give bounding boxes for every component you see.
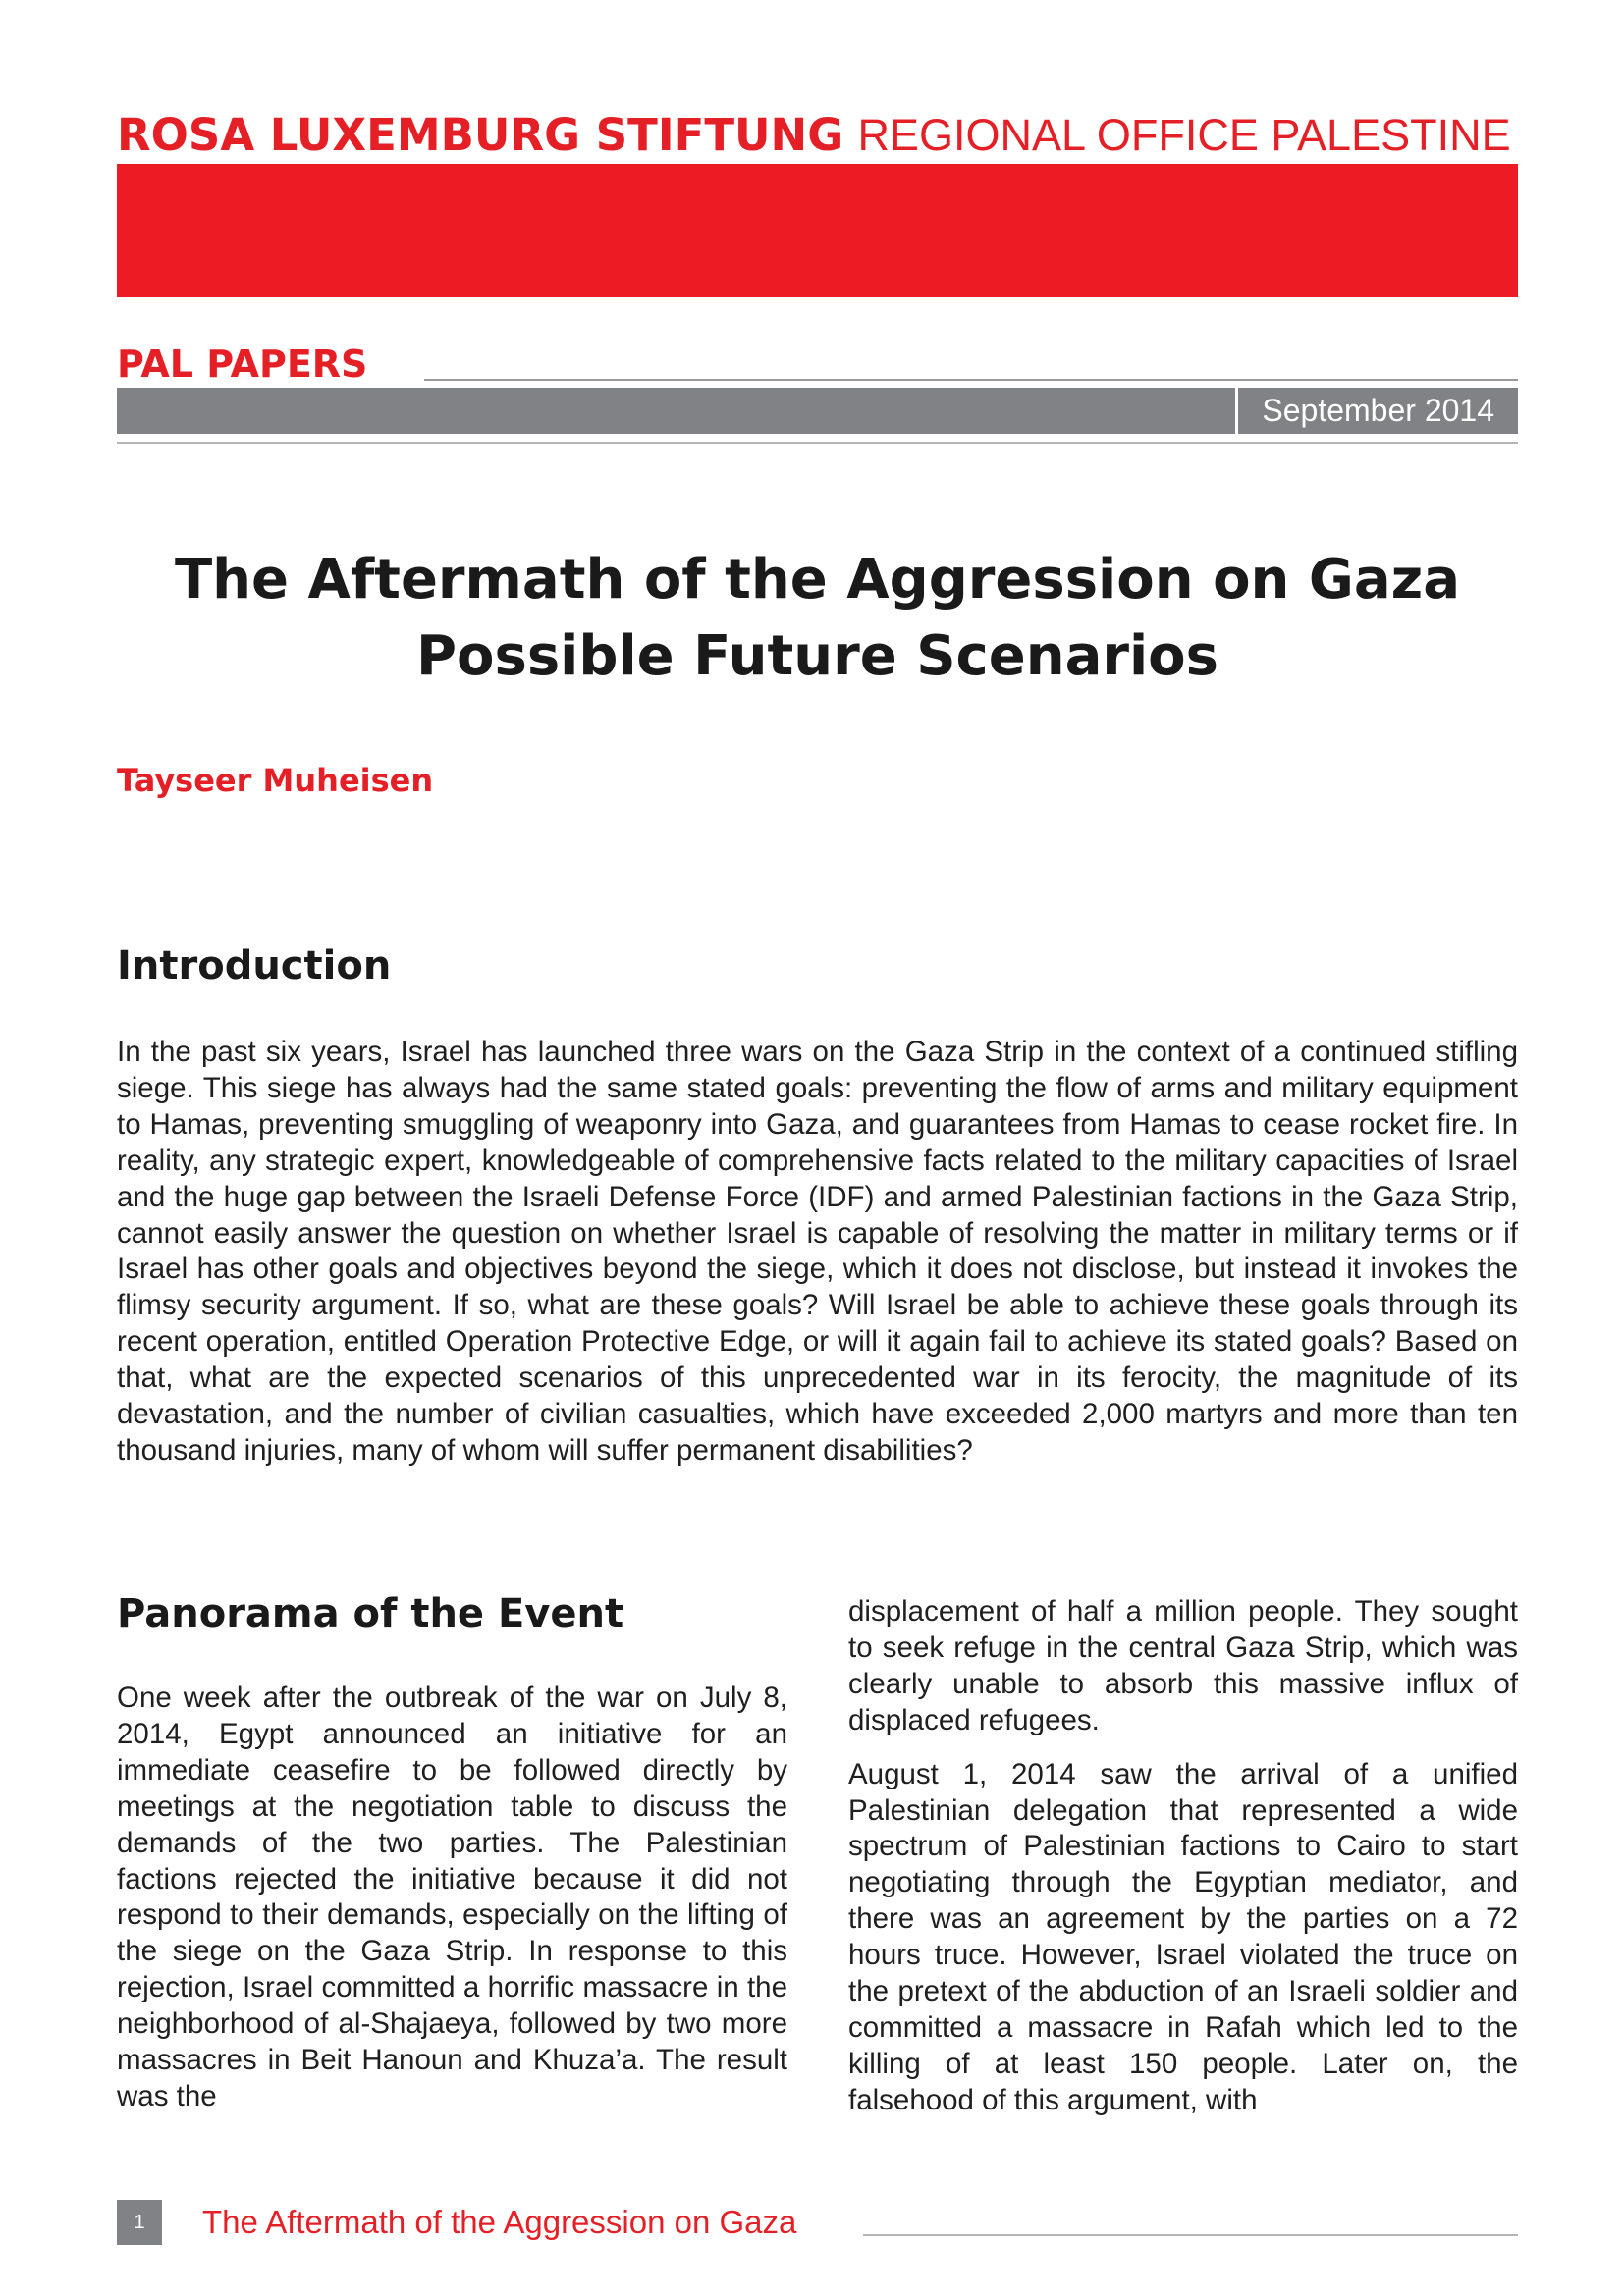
author-name: Tayseer Muheisen (117, 762, 434, 799)
series-divider (424, 379, 1518, 381)
title-line-2: Possible Future Scenarios (416, 624, 1218, 688)
panorama-right-paragraph-2: August 1, 2014 saw the arrival of a unified Palestinian delegation that represented a wide spectrum of Palestinian factions to Cairo to start negotiating through the Egyptian mediator, and there was an agreement by the parties on a 72 hours truce. However, Israel violated the truce on the pretext of the abduction of an Israeli soldier and committed a massacre in Rafah which led to the killing of at least 150 people. Later on, the falsehood of this argument, with (848, 1757, 1518, 2116)
document-title (117, 542, 1518, 695)
panorama-right-paragraph-1: displacement of half a million people. They sought to seek refuge in the central Gaza Strip, which was clearly unable to absorb this massive influx of displaced refugees. (848, 1595, 1518, 1736)
page-number: 1 (117, 2200, 162, 2245)
organization-name: ROSA LUXEMBURG STIFTUNG (117, 109, 844, 161)
publisher-header (117, 106, 1518, 165)
panorama-left-paragraph: One week after the outbreak of the war on July 8, 2014, Egypt announced an initiative for an immediate ceasefire to be followed directly by meetings at the negotiation table to discuss the demands of the two parties. The Palestinian factions rejected the initiative because it did not respond to their demands, especially on the lifting of the siege on the Gaza Strip. In response to this rejection, Israel committed a horrific massacre in the neighborhood of al-Shajaeya, followed by two more massacres in Beit Hanoun and Khuza’a. The result was the (117, 1682, 787, 2112)
panorama-heading: Panorama of the Event (117, 1591, 624, 1636)
introduction-paragraph: In the past six years, Israel has launched three wars on the Gaza Strip in the context of a continued stifling siege. This siege has always had the same stated goals: preventing the flow of arms and military equipment to Hamas, preventing smuggling of weaponry into Gaza, and guarantees from Hamas to cease rocket fire. In reality, any strategic expert, knowledgeable of comprehensive facts related to the military capacities of Israel and the huge gap between the Israeli Defense Force (IDF) and armed Palestinian factions in the Gaza Strip, cannot easily answer the question on whether Israel is capable of resolving the matter in military terms or if Israel has other goals and objectives beyond the siege, which it does not disclose, but instead it invokes the flimsy security argument. If so, what are these goals? Will Israel be able to achieve these goals through its recent operation, entitled Operation Protective Edge, or will it again fail to achieve its stated goals? Based on that, what are the expected scenarios of this unprecedented war in its ferocity, the magnitude of its devastation, and the number of civilian casualties, which have exceeded 2,000 martyrs and more than ten thousand injuries, many of whom will suffer permanent disabilities? (117, 1036, 1518, 1467)
running-title: The Aftermath of the Aggression on Gaza (202, 2204, 797, 2240)
series-name: PAL PAPERS (117, 343, 368, 386)
office-name: REGIONAL OFFICE PALESTINE (857, 110, 1511, 160)
panorama-right-column (848, 1594, 1518, 2137)
header-color-band (117, 164, 1518, 297)
title-line-1: The Aftermath of the Aggression on Gaza (174, 548, 1461, 612)
introduction-heading: Introduction (117, 943, 392, 988)
date-bar (117, 388, 1518, 434)
footer-divider (863, 2234, 1518, 2236)
publication-date: September 2014 (1235, 388, 1518, 434)
header-bottom-divider (117, 442, 1518, 444)
